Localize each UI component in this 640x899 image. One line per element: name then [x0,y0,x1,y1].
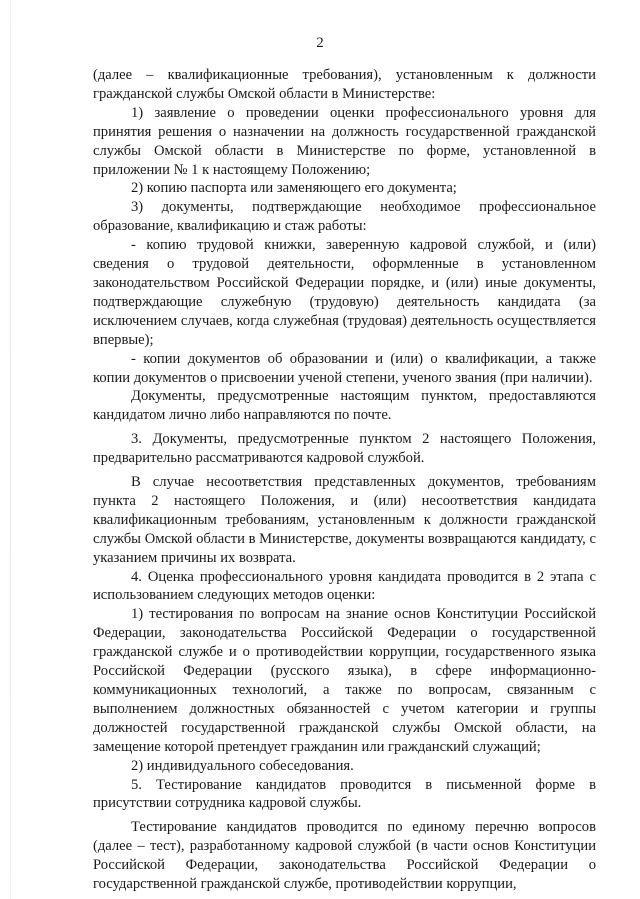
paragraph-subitem-work-record: - копию трудовой книжки, заверенную кадровой службой, и (или) сведения о трудовой деятельности, оформленные в установленном законодательством Российской Федерации порядке, и (или) иные документы, подтверждающие служебную (трудовую) деятельность кандидата (за исключением случаев, когда служебная (трудовая) деятельность осуществляется впервые); [93,237,596,348]
paragraph-point-3: 3. Документы, предусмотренные пунктом 2 настоящего Положения, предварительно рассматриваются кадровой службой. [93,431,596,467]
paragraph-item-3: 3) документы, подтверждающие необходимое профессиональное образование, квалификацию и стаж работы: [93,199,596,235]
paragraph-subitem-education: - копии документов об образовании и (или) о квалификации, а также копии документов о присвоении ученой степени, ученого звания (при наличии). [93,350,596,386]
paragraph-item-2: 2) копию паспорта или заменяющего его документа; [131,180,457,197]
paragraph-point-4: 4. Оценка профессионального уровня кандидата проводится в 2 этапа с использованием следующих методов оценки: [93,568,596,604]
scan-edge [10,0,11,899]
paragraph-point-5: 5. Тестирование кандидатов проводится в письменной форме в присутствии сотрудника кадровой службы. [93,776,596,812]
paragraph-test-questions: Тестирование кандидатов проводится по единому перечню вопросов (далее – тест), разработанному кадровой службой (в части основ Конституции Российской Федерации, законодательства Российской Федерации о государственной гражданской службе, противодействии коррупции, [93,819,596,893]
paragraph-testing-method: 1) тестирования по вопросам на знание основ Конституции Российской Федерации, законодательства Российской Федерации о государственной гражданской службе и о противодействии коррупции, государственного языка Российской Федерации (русского языка), в сфере информационно-коммуникационных технологий, а также по вопросам, связанным с выполнением должностных обязанностей с учетом категории и группы должностей государственной гражданской службы Омской области, на замещение которой претендует гражданин или гражданский служащий; [93,606,596,755]
paragraph-continuation: (далее – квалификационные требования), установленным к должности гражданской службы Омской области в Министерстве: [93,67,596,102]
page-number: 2 [316,35,324,51]
paragraph-interview-method: 2) индивидуального собеседования. [131,757,354,774]
paragraph-item-1: 1) заявление о проведении оценки профессионального уровня для принятия решения о назначении на должность государственной гражданской службы Омской области в Министерстве по форме, установленной в приложении № 1 к настоящему Положению; [93,104,596,178]
paragraph-mismatch: В случае несоответствия представленных документов, требованиям пункта 2 настоящего Положения, и (или) несоответствия кандидата квалификационным требованиям, установленным к должности гражданской службы Омской области в Министерстве, документы возвращаются кандидату, с указанием причины их возврата. [93,474,596,566]
document-body [93,66,596,894]
paragraph-documents-submission: Документы, предусмотренные настоящим пунктом, предоставляются кандидатом лично либо направляются по почте. [93,388,596,424]
